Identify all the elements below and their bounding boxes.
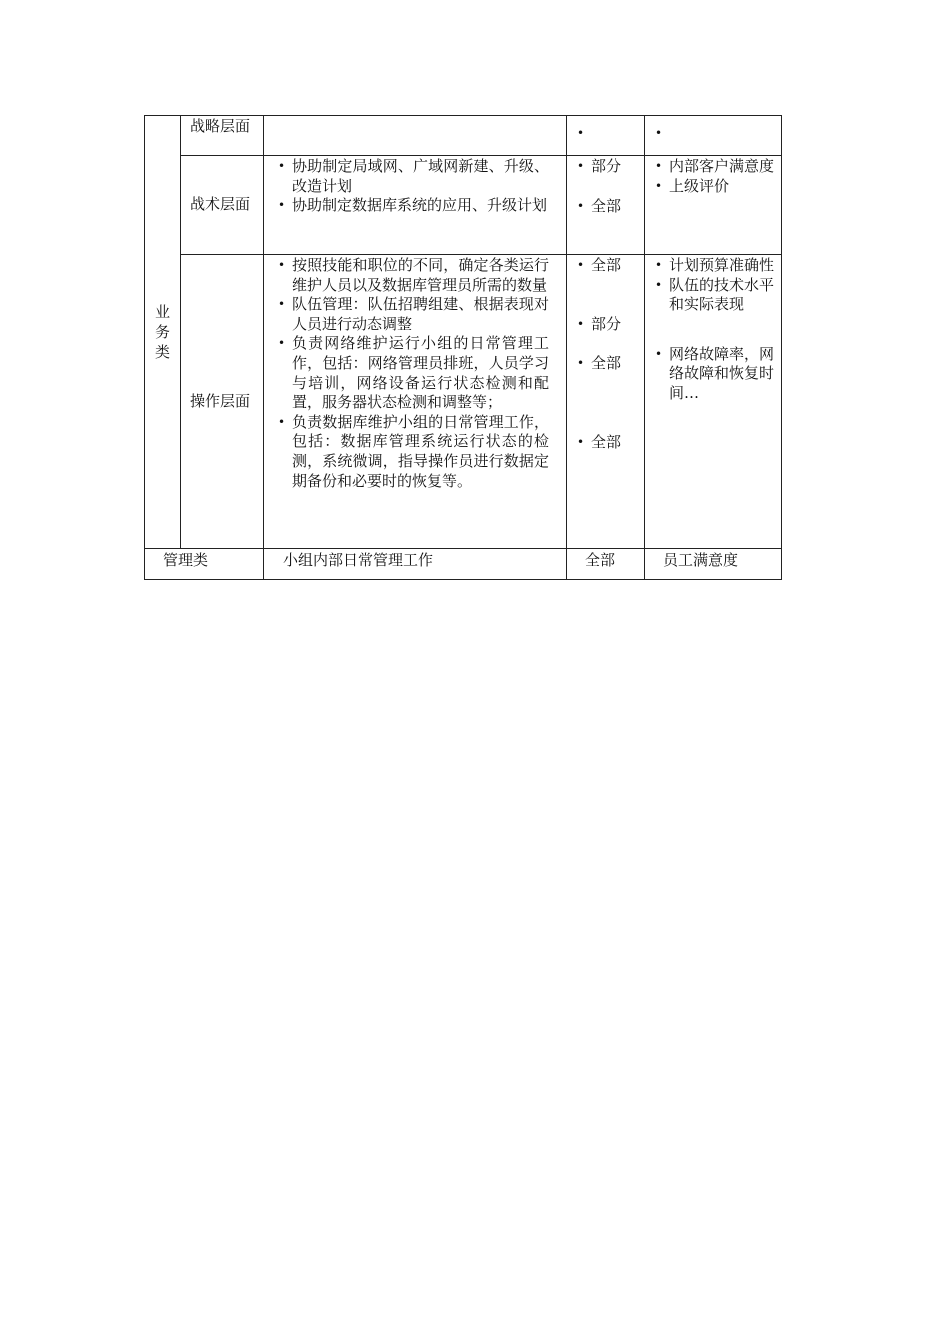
table-row [145, 255, 782, 549]
table-row [145, 116, 782, 156]
list-item: • 全部 [569, 197, 640, 217]
list-item: • 按照技能和职位的不同，确定各类运行维护人员以及数据库管理员所需的数量 [270, 256, 549, 295]
list-item: • 队伍管理：队伍招聘组建、根据表现对人员进行动态调整 [270, 295, 549, 334]
list-item: • 协助制定数据库系统的应用、升级计划 [270, 196, 549, 216]
level-label: 操作层面 [190, 391, 251, 410]
list-item: • 部分 [569, 157, 640, 177]
list-item: • 全部 [569, 354, 640, 374]
metrics-cell: 员工满意度 [645, 549, 782, 580]
level-label: 战术层面 [190, 195, 251, 214]
level-cell [181, 255, 264, 549]
list-item: • 上级评价 [647, 177, 777, 197]
list-item: • 协助制定局域网、广域网新建、升级、改造计划 [270, 157, 549, 196]
list-item: • 部分 [569, 315, 640, 335]
scope-cell [567, 116, 645, 156]
items-cell: 小组内部日常管理工作 [264, 549, 567, 580]
list-item: • 负责数据库维护小组的日常管理工作，包括：数据库管理系统运行状态的检测，系统微调，指导操作员进行数据定期备份和必要时的恢复等。 [270, 413, 549, 491]
level-label: 战略层面 [190, 117, 251, 135]
scope-cell: 全部 [567, 549, 645, 580]
table-row [145, 549, 782, 580]
metrics-cell [645, 156, 782, 255]
level-cell [181, 156, 264, 255]
level-cell [181, 116, 264, 156]
items-cell [264, 156, 567, 255]
list-item: • 全部 [569, 433, 640, 453]
table-row [145, 156, 782, 255]
scope-cell [567, 255, 645, 549]
scope-cell [567, 156, 645, 255]
list-item: • 全部 [569, 256, 640, 276]
category-label: 业务类 [154, 302, 170, 361]
list-item: • 负责网络维护运行小组的日常管理工作，包括：网络管理员排班，人员学习与培训，网络设备运行状态检测和配置，服务器状态检测和调整等； [270, 334, 549, 412]
category-label: 管理类 [163, 551, 209, 569]
list-item: • 队伍的技术水平和实际表现 [647, 276, 777, 315]
list-item: • 计划预算准确性 [647, 256, 777, 276]
category-cell-business [145, 116, 181, 549]
category-cell-management [145, 549, 264, 580]
items-cell [264, 255, 567, 549]
responsibility-table [144, 115, 782, 580]
items-cell [264, 116, 567, 156]
list-item: • 网络故障率，网络故障和恢复时间… [647, 345, 777, 404]
metrics-cell [645, 255, 782, 549]
list-item: • 内部客户满意度 [647, 157, 777, 177]
metrics-cell [645, 116, 782, 156]
